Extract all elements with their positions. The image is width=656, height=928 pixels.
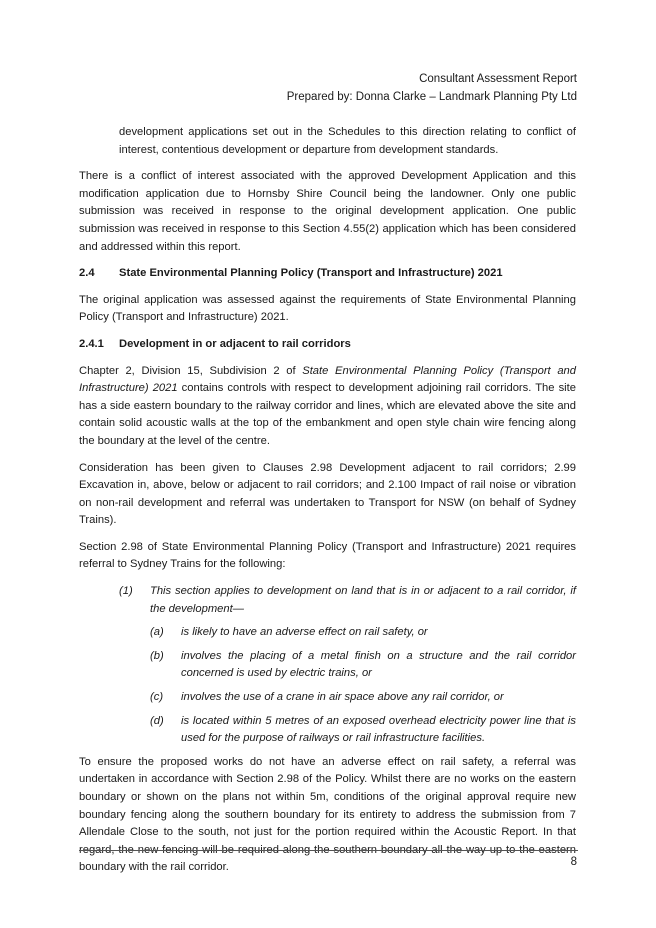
section-title: State Environmental Planning Policy (Transport and Infrastructure) 2021 [119,267,503,280]
paragraph-conflict-of-interest: There is a conflict of interest associated with the approved Development Application and this modification application due to Hornsby Shire Council being the landowner. Only one public submission was received in response to the original development application. One public submission was received in response to this Section 4.55(2) application which has been considered and addressed within this report. [79,170,576,253]
subclause-label: (b) [150,649,164,662]
subclause-item-b [150,648,576,683]
paragraph-consideration: Consideration has been given to Clauses 2.98 Development adjacent to rail corridors; 2.99 Excavation in, above, below or adjacent to rail corridors; and 2.100 Impact of rail noise or vibration on non-rail development and referral was undertaken to Transport for NSW (on behalf of Sydney Trains). [79,461,576,527]
page-number: 8 [570,856,577,868]
clause-label: (1) [119,585,133,598]
subclause-label: (c) [150,691,164,704]
paragraph-referral: To ensure the proposed works do not have an adverse effect on rail safety, a referral was undertaken in accordance with Section 2.98 of the Policy. Whilst there are no works on the eastern boundary or shown on the plans not within 5m, conditions of the original approval require new boundary fencing along the southern boundary for its entirety to address the submission from 7 Allendale Close to the south, not just for the portion required within the Acoustic Report. In that regard, the new fencing will be required along the southern boundary all the way up to the eastern boundary with the rail corridor. [79,755,576,874]
subclause-text: involves the use of a crane in air space above any rail corridor, or [181,691,504,704]
subclause-label: (d) [150,714,164,727]
text-run: contains controls with respect to development adjoining rail corridors. The site has a side eastern boundary to the railway corridor and lines, which are elevated above the site and contain solid acoustic walls at the top of the embankment and open style chain wire fencing along the boundary at the level of the centre. [79,382,576,447]
page-header [287,70,577,106]
subclause-label: (a) [150,626,164,639]
subclause-text: is located within 5 metres of an exposed overhead electricity power line that is used for the purpose of railways or rail infrastructure facilities. [181,714,576,745]
clause-item-1 [119,583,576,618]
intro-continuation: development applications set out in the Schedules to this direction relating to conflict of interest, contentious development or departure from development standards. [119,126,576,156]
paragraph-chapter-2 [79,363,576,451]
text-run: Chapter 2, Division 15, Subdivision 2 of [79,364,303,377]
subsection-number: 2.4.1 [79,337,104,350]
footer-divider [79,850,578,851]
section-number: 2.4 [79,267,95,280]
clause-text: This section applies to development on land that is in or adjacent to a rail corridor, if the development— [150,585,576,615]
paragraph-section-2-98: Section 2.98 of State Environmental Planning Policy (Transport and Infrastructure) 2021 requires referral to Sydney Trains for the following: [79,540,576,571]
section-heading-2-4 [79,265,576,283]
subclause-item-c [150,689,576,707]
page-body [79,124,576,886]
header-report-title: Consultant Assessment Report [419,73,577,85]
paragraph-original-assessment: The original application was assessed against the requirements of State Environmental Planning Policy (Transport and Infrastructure) 2021. [79,293,576,324]
subsection-title: Development in or adjacent to rail corridors [119,337,351,350]
subsection-heading-2-4-1 [79,336,576,354]
subclause-item-d [150,713,576,748]
subclause-text: involves the placing of a metal finish on a structure and the rail corridor concerned is used by electric trains, or [181,649,576,680]
subclause-text: is likely to have an adverse effect on rail safety, or [181,626,428,639]
header-prepared-by: Prepared by: Donna Clarke – Landmark Planning Pty Ltd [286,91,577,103]
subclause-item-a [150,624,576,642]
policy-name-italic: State Environmental Planning Policy (Transport and Infrastructure) 2021 [79,364,576,395]
